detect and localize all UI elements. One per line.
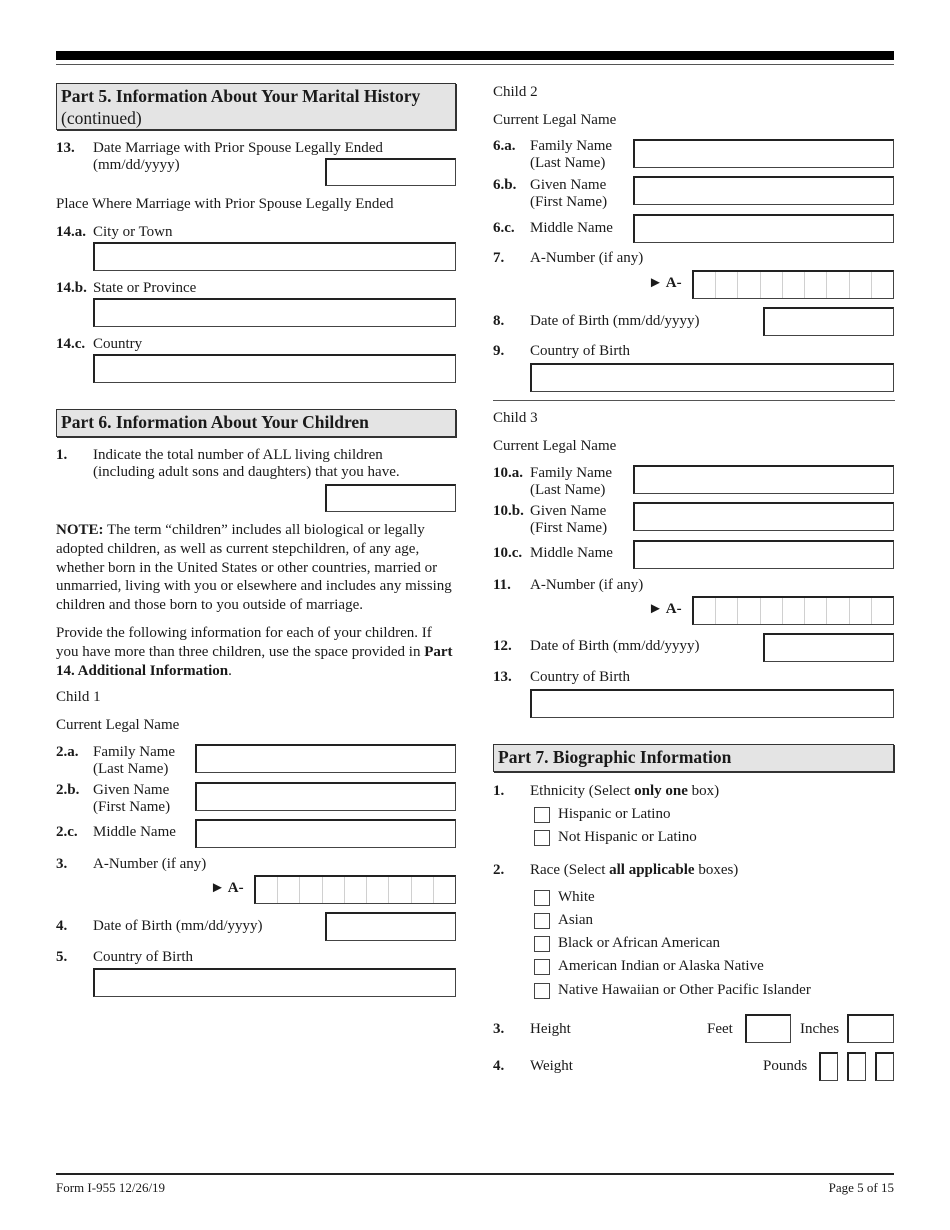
child3-family-name-input[interactable] <box>633 465 894 494</box>
race-label-post: boxes) <box>694 862 739 878</box>
child3-dob-number: 12. <box>493 638 512 654</box>
child-divider <box>493 400 895 401</box>
child1-country-of-birth-input[interactable] <box>93 968 456 997</box>
q14b-number: 14.b. <box>56 280 87 296</box>
q14a-number: 14.a. <box>56 224 86 240</box>
race-pacific-islander-checkbox[interactable] <box>534 983 550 999</box>
p6-q1-label-line1: Indicate the total number of ALL living children <box>93 447 383 463</box>
child2-dob-input[interactable] <box>763 307 894 336</box>
ethnicity-label-bold: only one <box>634 783 688 799</box>
footer-form-id: Form I-955 12/26/19 <box>56 1180 166 1195</box>
weight-pounds-digit-1[interactable] <box>819 1052 838 1081</box>
p6-q1-number: 1. <box>56 447 68 463</box>
child1-given-label-l1: Given Name <box>93 782 170 798</box>
ethnicity-number: 1. <box>493 783 505 799</box>
children-note <box>56 521 456 615</box>
part7-section-header <box>493 744 894 772</box>
q13-date-ended-input[interactable] <box>325 158 456 186</box>
child1-anumber-prefix: ► A- <box>210 880 244 896</box>
part6-section-header <box>56 409 456 437</box>
note-label: NOTE: <box>56 522 104 538</box>
q14b-label: State or Province <box>93 280 197 296</box>
child2-given-label-l2: (First Name) <box>530 194 608 210</box>
ethnicity-not-hispanic-label: Not Hispanic or Latino <box>558 829 697 845</box>
child3-middle-number: 10.c. <box>493 545 523 561</box>
child2-country-of-birth-input[interactable] <box>530 363 894 392</box>
child3-country-number: 13. <box>493 669 512 685</box>
child3-family-number: 10.a. <box>493 465 523 481</box>
child2-family-label-l1: Family Name <box>530 138 613 154</box>
child3-family-label <box>530 465 612 499</box>
part5-continued: (continued) <box>61 108 142 128</box>
child1-anumber-number: 3. <box>56 856 68 872</box>
footer-rule <box>56 1173 894 1175</box>
child1-given-label-l2: (First Name) <box>93 799 171 815</box>
child1-middle-label: Middle Name <box>93 824 176 840</box>
child1-dob-label: Date of Birth (mm/dd/yyyy) <box>93 918 263 934</box>
race-white-label: White <box>558 889 595 905</box>
child2-middle-number: 6.c. <box>493 220 515 236</box>
city-or-town-input[interactable] <box>93 242 456 271</box>
child1-anumber-input[interactable] <box>254 875 456 904</box>
height-label: Height <box>530 1021 571 1037</box>
child2-middle-label: Middle Name <box>530 220 613 236</box>
child1-family-label <box>93 744 175 778</box>
q14c-number: 14.c. <box>56 336 86 352</box>
child2-dob-number: 8. <box>493 313 505 329</box>
q13-label-line1: Date Marriage with Prior Spouse Legally Ended <box>93 140 383 156</box>
height-inches-input[interactable] <box>847 1014 894 1043</box>
child1-family-label-l2: (Last Name) <box>93 761 169 777</box>
total-children-input[interactable] <box>325 484 456 512</box>
child1-middle-name-input[interactable] <box>195 819 456 848</box>
child3-legal-name-heading: Current Legal Name <box>493 438 617 454</box>
child1-dob-input[interactable] <box>325 912 456 941</box>
race-number: 2. <box>493 862 505 878</box>
child3-middle-label: Middle Name <box>530 545 613 561</box>
provide-text: Provide the following information for each of your children. If you have more than three children, use the space provided in <box>56 625 432 660</box>
child3-anumber-prefix: ► A- <box>648 601 682 617</box>
child3-family-label-l1: Family Name <box>530 465 613 481</box>
header-rule-thick <box>56 51 894 60</box>
child2-anumber-prefix: ► A- <box>648 275 682 291</box>
child1-given-name-input[interactable] <box>195 782 456 811</box>
race-label <box>530 862 738 879</box>
child3-dob-input[interactable] <box>763 633 894 662</box>
height-feet-label: Feet <box>707 1021 733 1037</box>
height-inches-label: Inches <box>800 1021 840 1037</box>
child2-heading: Child 2 <box>493 84 538 100</box>
note-text: The term “children” includes all biological or legally adopted children, as well as current stepchildren, of any age, whether born in the United States or other countries, married or unmarried, living with you or elsewhere and includes any missing children and those born to you outside of marriage. <box>56 522 452 614</box>
child2-anumber-number: 7. <box>493 250 505 266</box>
child3-given-label-l1: Given Name <box>530 503 607 519</box>
place-ended-heading: Place Where Marriage with Prior Spouse Legally Ended <box>56 196 394 212</box>
weight-pounds-digit-2[interactable] <box>847 1052 866 1081</box>
child2-family-label-l2: (Last Name) <box>530 155 606 171</box>
child1-family-number: 2.a. <box>56 744 79 760</box>
part5-section-header <box>56 83 456 130</box>
child2-dob-label: Date of Birth (mm/dd/yyyy) <box>530 313 700 329</box>
child3-heading: Child 3 <box>493 410 538 426</box>
child2-given-label <box>530 177 607 211</box>
child1-country-label: Country of Birth <box>93 949 193 965</box>
child3-anumber-number: 11. <box>493 577 511 593</box>
race-american-indian-label: American Indian or Alaska Native <box>558 958 764 974</box>
race-asian-label: Asian <box>558 912 593 928</box>
child2-family-label <box>530 138 612 172</box>
provide-end: . <box>228 662 232 679</box>
child3-anumber-input[interactable] <box>692 596 894 625</box>
header-rule-thin <box>56 64 894 65</box>
race-label-bold: all applicable <box>609 862 695 878</box>
ethnicity-label <box>530 783 719 800</box>
child3-middle-name-input[interactable] <box>633 540 894 569</box>
race-white-checkbox[interactable] <box>534 890 550 906</box>
child3-given-number: 10.b. <box>493 503 524 519</box>
ethnicity-not-hispanic-checkbox[interactable] <box>534 830 550 846</box>
child1-country-number: 5. <box>56 949 68 965</box>
child2-given-number: 6.b. <box>493 177 517 193</box>
ethnicity-hispanic-checkbox[interactable] <box>534 807 550 823</box>
weight-pounds-digit-3[interactable] <box>875 1052 894 1081</box>
child1-given-label <box>93 782 170 816</box>
race-label-pre: Race (Select <box>530 862 610 878</box>
height-number: 3. <box>493 1021 505 1037</box>
footer-page-number: Page 5 of 15 <box>828 1180 894 1195</box>
child2-middle-name-input[interactable] <box>633 214 894 243</box>
height-feet-input[interactable] <box>745 1014 791 1043</box>
child1-family-label-l1: Family Name <box>93 744 176 760</box>
child2-country-label: Country of Birth <box>530 343 630 359</box>
child1-legal-name-heading: Current Legal Name <box>56 717 180 733</box>
child1-given-number: 2.b. <box>56 782 80 798</box>
child3-given-label-l2: (First Name) <box>530 520 608 536</box>
weight-number: 4. <box>493 1058 505 1074</box>
child2-family-number: 6.a. <box>493 138 516 154</box>
child2-family-name-input[interactable] <box>633 139 894 168</box>
child2-given-name-input[interactable] <box>633 176 894 205</box>
child1-family-name-input[interactable] <box>195 744 456 773</box>
ethnicity-hispanic-label: Hispanic or Latino <box>558 806 671 822</box>
weight-label: Weight <box>530 1058 573 1074</box>
p6-q1-label <box>93 447 400 481</box>
child3-dob-label: Date of Birth (mm/dd/yyyy) <box>530 638 700 654</box>
child2-legal-name-heading: Current Legal Name <box>493 112 617 128</box>
child1-dob-number: 4. <box>56 918 68 934</box>
child3-given-label <box>530 503 607 537</box>
race-black-checkbox[interactable] <box>534 936 550 952</box>
child2-anumber-input[interactable] <box>692 270 894 299</box>
ethnicity-label-post: box) <box>687 783 720 799</box>
race-black-label: Black or African American <box>558 935 721 951</box>
race-american-indian-checkbox[interactable] <box>534 959 550 975</box>
ethnicity-label-pre: Ethnicity (Select <box>530 783 635 799</box>
p6-q1-label-line2: (including adult sons and daughters) that you have. <box>93 464 400 480</box>
part5-title: Part 5. Information About Your Marital History <box>61 86 421 106</box>
part7-title: Part 7. Biographic Information <box>498 747 732 767</box>
child2-anumber-label: A-Number (if any) <box>530 250 644 266</box>
child3-family-label-l2: (Last Name) <box>530 482 606 498</box>
q13-label-line2: (mm/dd/yyyy) <box>93 157 180 173</box>
child3-country-of-birth-input[interactable] <box>530 689 894 718</box>
weight-pounds-label: Pounds <box>763 1058 808 1074</box>
child3-country-label: Country of Birth <box>530 669 630 685</box>
child3-anumber-label: A-Number (if any) <box>530 577 644 593</box>
country-input[interactable] <box>93 354 456 383</box>
race-pacific-islander-label: Native Hawaiian or Other Pacific Islander <box>558 982 811 998</box>
child1-anumber-label: A-Number (if any) <box>93 856 207 872</box>
state-or-province-input[interactable] <box>93 298 456 327</box>
child1-heading: Child 1 <box>56 689 101 705</box>
child2-country-number: 9. <box>493 343 505 359</box>
q14a-label: City or Town <box>93 224 173 240</box>
child1-middle-number: 2.c. <box>56 824 78 840</box>
q14c-label: Country <box>93 336 143 352</box>
part6-title: Part 6. Information About Your Children <box>61 412 369 432</box>
provide-bold-ref: Part 14. Additional Information <box>56 643 453 679</box>
child2-given-label-l1: Given Name <box>530 177 607 193</box>
race-asian-checkbox[interactable] <box>534 913 550 929</box>
q13-number: 13. <box>56 140 75 156</box>
provide-info-text <box>56 624 456 680</box>
child3-given-name-input[interactable] <box>633 502 894 531</box>
